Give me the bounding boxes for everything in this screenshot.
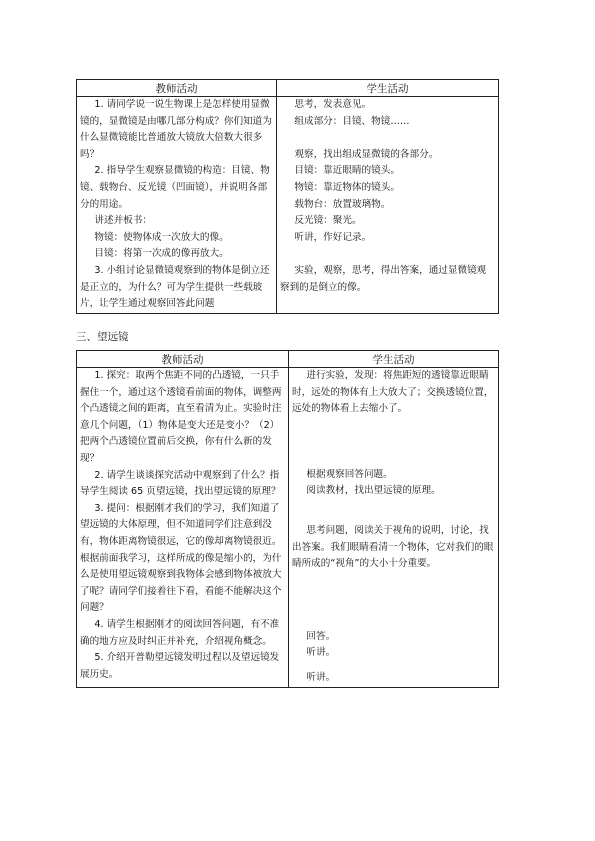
teacher-step: 2. 请学生谈谈探究活动中观察到了什么？指导学生阅读 65 页望远镜，找出望远镜的原理？: [80, 469, 281, 498]
section-title-telescope: 三、望远镜: [76, 331, 129, 343]
student-step: 回答。: [306, 630, 336, 642]
student-step: 思考问题，阅读关于视角的说明，讨论，找出答案。我们眼睛看清一个物体，它对我们的眼睛所成的“视角”的大小十分重要。: [292, 524, 494, 570]
student-step: 物镜：靠近物体的镜头。: [294, 181, 400, 193]
student-activity-cell: [289, 368, 499, 688]
student-step: 观察，找出组成显微镜的各部分。: [294, 148, 439, 160]
student-step: 反光镜：聚光。: [294, 215, 362, 227]
teacher-step: 1. 探究：取两个焦距不同的凸透镜，一只手握住一个，通过这个透镜看前面的物体，调整两个凸透镜之间的距离，直至看清为止。实验时注意几个问题，（1）物体是变大还是变小？（2）把两个凸透镜位置前后交换，你有什么新的发现？: [80, 370, 282, 464]
student-activity-cell: [277, 97, 499, 314]
teacher-step: 3. 提问：根据刚才我们的学习，我们知道了望远镜的大体原理，但不知道同学们注意到没有，物体距离物镜很远，它的像却离物镜很近。根据前面我学习，这样所成的像是缩小的，为什么是使用望远镜观察到我物体会感到物体被放大了呢？请同学们接着往下看，看能不能解决这个问题？: [80, 502, 282, 614]
teacher-step: 2. 指导学生观察显微镜的构造：目镜、物镜、载物台、反光镜（凹面镜），并说明各部分的用途。: [80, 165, 270, 210]
teacher-step: 目镜：将第一次成的像再放大。: [94, 248, 229, 260]
student-step: 听讲，作好记录。: [294, 231, 372, 243]
student-step: 阅读教材，找出望远镜的原理。: [306, 485, 441, 497]
student-step: 组成部分：目镜、物镜……: [294, 115, 410, 127]
student-step: 目镜：靠近眼睛的镜头。: [294, 165, 400, 177]
student-step: 听讲。: [306, 647, 336, 659]
telescope-lesson-table: [76, 350, 499, 688]
teacher-step: 1. 请同学说一说生物课上是怎样使用显微镜的，显微镜是由哪几部分构成？你们知道为什么显微镜能比普通放大镜放大倍数大很多吗？: [80, 99, 272, 160]
teacher-step: 5. 介绍开普勒望远镜发明过程以及望远镜发展历史。: [80, 652, 280, 680]
student-step: 听讲。: [306, 671, 336, 683]
teacher-step: 讲述并板书：: [94, 215, 152, 227]
header-teacher-activity: 教师活动: [77, 80, 277, 97]
header-student-activity: 学生活动: [277, 80, 499, 97]
teacher-activity-cell: [77, 97, 277, 314]
microscope-lesson-table: [76, 79, 499, 314]
header-teacher-activity: 教师活动: [77, 351, 289, 368]
teacher-step: 3. 小组讨论显微镜观察到的物体是倒立还是正立的，为什么？可为学生提供一些载玻片，让学生通过观察回答此问题: [80, 264, 270, 310]
header-student-activity: 学生活动: [289, 351, 499, 368]
student-step: 根据观察回答问题。: [306, 468, 393, 480]
student-step: 载物台：放置玻璃物。: [294, 198, 391, 210]
student-step: 进行实验，发现：将焦距短的透镜靠近眼睛时，远处的物体有上大放大了；交换透镜位置，远处的物体看上去缩小了。: [292, 370, 494, 415]
student-step: 实验，观察，思考，得出答案，通过显微镜观察到的是倒立的像。: [280, 264, 487, 293]
teacher-step: 4. 请学生根据刚才的阅读回答问题，有不准确的地方应及时纠正并补充，介绍视角概念。: [80, 618, 280, 647]
student-step: 思考，发表意见。: [294, 99, 372, 110]
teacher-step: 物镜：使物体成一次放大的像。: [94, 231, 229, 243]
teacher-activity-cell: [77, 368, 289, 688]
